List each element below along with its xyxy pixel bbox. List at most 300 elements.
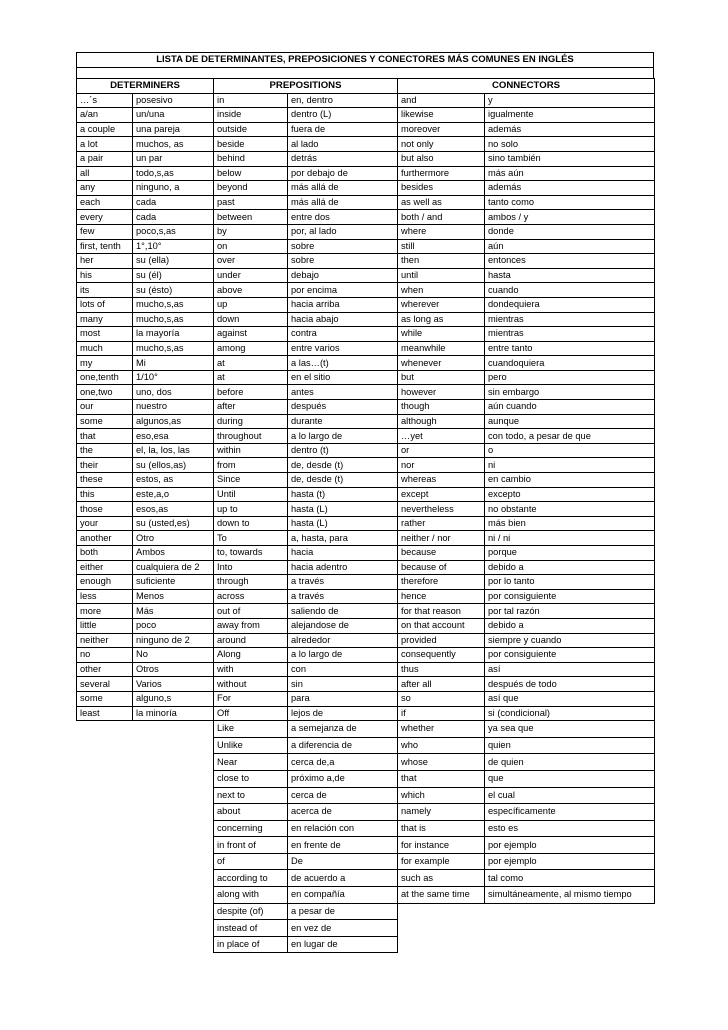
preposition-es-cell: contra (288, 327, 398, 342)
table-row (77, 224, 655, 239)
connector-es-cell: entonces (485, 254, 655, 269)
determiner-en-cell: one,two (77, 385, 133, 400)
table-row (77, 870, 655, 887)
determiner-es-cell: el, la, los, las (133, 443, 214, 458)
preposition-es-cell: a semejanza de (288, 721, 398, 738)
table-row (77, 502, 655, 517)
preposition-es-cell: más allá de (288, 181, 398, 196)
determiner-en-cell: less (77, 589, 133, 604)
table-row (77, 804, 655, 821)
connector-es-cell: aún cuando (485, 400, 655, 415)
preposition-en-cell: above (214, 283, 288, 298)
table-row (77, 254, 655, 269)
table-row (77, 754, 655, 771)
determiner-en-cell: first, tenth (77, 239, 133, 254)
determiner-en-cell (77, 903, 133, 920)
determiner-es-cell: Varios (133, 677, 214, 692)
determiner-es-cell: poco (133, 618, 214, 633)
connector-en-cell: neither / nor (398, 531, 485, 546)
preposition-es-cell: saliendo de (288, 604, 398, 619)
preposition-es-cell: detrás (288, 151, 398, 166)
connector-es-cell: ambos / y (485, 210, 655, 225)
preposition-en-cell: according to (214, 870, 288, 887)
preposition-en-cell: during (214, 414, 288, 429)
preposition-es-cell: en relación con (288, 820, 398, 837)
determiner-es-cell: Otros (133, 662, 214, 677)
preposition-en-cell: across (214, 589, 288, 604)
preposition-en-cell: past (214, 195, 288, 210)
header-prepositions: PREPOSITIONS (214, 79, 398, 94)
preposition-es-cell: en, dentro (288, 93, 398, 108)
connector-es-cell: más aún (485, 166, 655, 181)
preposition-en-cell: along with (214, 887, 288, 904)
preposition-es-cell: hacia arriba (288, 297, 398, 312)
determiner-es-cell (133, 903, 214, 920)
preposition-es-cell: por encima (288, 283, 398, 298)
connector-en-cell: whenever (398, 356, 485, 371)
determiner-es-cell: ninguno, a (133, 181, 214, 196)
preposition-en-cell: in place of (214, 936, 288, 953)
determiner-es-cell: un/una (133, 108, 214, 123)
preposition-en-cell: at (214, 370, 288, 385)
connector-en-cell: still (398, 239, 485, 254)
determiner-es-cell: su (ella) (133, 254, 214, 269)
determiner-en-cell (77, 754, 133, 771)
determiner-en-cell: its (77, 283, 133, 298)
preposition-en-cell: Along (214, 648, 288, 663)
connector-en-cell: provided (398, 633, 485, 648)
table-row (77, 887, 655, 904)
table-row (77, 414, 655, 429)
table-row (77, 443, 655, 458)
connector-es-cell (485, 920, 655, 937)
connector-en-cell: rather (398, 516, 485, 531)
preposition-es-cell: acerca de (288, 804, 398, 821)
table-row (77, 853, 655, 870)
connector-es-cell: dondequiera (485, 297, 655, 312)
preposition-es-cell: con (288, 662, 398, 677)
preposition-es-cell: en frente de (288, 837, 398, 854)
table-row (77, 691, 655, 706)
connector-es-cell: así que (485, 691, 655, 706)
preposition-en-cell: before (214, 385, 288, 400)
table-row (77, 787, 655, 804)
preposition-en-cell: around (214, 633, 288, 648)
determiner-es-cell: su (ésto) (133, 283, 214, 298)
preposition-es-cell: por, al lado (288, 224, 398, 239)
preposition-es-cell: alrededor (288, 633, 398, 648)
determiner-en-cell (77, 721, 133, 738)
determiner-en-cell: these (77, 473, 133, 488)
determiner-en-cell (77, 820, 133, 837)
preposition-es-cell: de acuerdo a (288, 870, 398, 887)
determiner-es-cell: su (ellos,as) (133, 458, 214, 473)
determiner-en-cell: most (77, 327, 133, 342)
determiner-en-cell: a lot (77, 137, 133, 152)
determiner-es-cell (133, 820, 214, 837)
connector-en-cell: and (398, 93, 485, 108)
determiner-en-cell: one,tenth (77, 370, 133, 385)
table-row (77, 400, 655, 415)
determiner-es-cell: su (usted,es) (133, 516, 214, 531)
connector-es-cell: no solo (485, 137, 655, 152)
preposition-en-cell: down to (214, 516, 288, 531)
connector-es-cell: cuando (485, 283, 655, 298)
connector-es-cell: quien (485, 737, 655, 754)
preposition-en-cell: Into (214, 560, 288, 575)
connector-en-cell: but (398, 370, 485, 385)
table-row (77, 677, 655, 692)
connector-en-cell: thus (398, 662, 485, 677)
preposition-en-cell: inside (214, 108, 288, 123)
connector-en-cell: such as (398, 870, 485, 887)
connector-es-cell: el cual (485, 787, 655, 804)
preposition-es-cell: a través (288, 589, 398, 604)
preposition-en-cell: behind (214, 151, 288, 166)
connector-es-cell: después de todo (485, 677, 655, 692)
connector-es-cell: cuandoquiera (485, 356, 655, 371)
preposition-en-cell: throughout (214, 429, 288, 444)
determiner-es-cell (133, 870, 214, 887)
preposition-es-cell: fuera de (288, 122, 398, 137)
determiner-es-cell: 1°,10° (133, 239, 214, 254)
determiner-en-cell: the (77, 443, 133, 458)
vocabulary-table (76, 78, 655, 953)
determiner-en-cell (77, 787, 133, 804)
determiner-en-cell: a pair (77, 151, 133, 166)
preposition-en-cell: Since (214, 473, 288, 488)
connector-en-cell: on that account (398, 618, 485, 633)
preposition-en-cell: beside (214, 137, 288, 152)
connector-en-cell: nor (398, 458, 485, 473)
table-row (77, 122, 655, 137)
determiner-es-cell: Menos (133, 589, 214, 604)
determiner-en-cell: a couple (77, 122, 133, 137)
table-row (77, 648, 655, 663)
table-row (77, 473, 655, 488)
preposition-es-cell: a las…(t) (288, 356, 398, 371)
table-row (77, 604, 655, 619)
connector-en-cell: as well as (398, 195, 485, 210)
determiner-en-cell (77, 770, 133, 787)
connector-es-cell: por lo tanto (485, 575, 655, 590)
connector-es-cell: porque (485, 546, 655, 561)
connector-en-cell: because (398, 546, 485, 561)
determiner-es-cell: eso,esa (133, 429, 214, 444)
table-row (77, 531, 655, 546)
preposition-en-cell: Like (214, 721, 288, 738)
determiner-en-cell (77, 737, 133, 754)
connector-es-cell: tanto como (485, 195, 655, 210)
connector-es-cell: debido a (485, 618, 655, 633)
document-title: LISTA DE DETERMINANTES, PREPOSICIONES Y CONECTORES MÁS COMUNES EN INGLÉS (76, 52, 654, 67)
determiner-es-cell (133, 887, 214, 904)
preposition-en-cell: in (214, 93, 288, 108)
preposition-es-cell: de, desde (t) (288, 458, 398, 473)
determiner-es-cell: la mayoría (133, 327, 214, 342)
connector-en-cell: …yet (398, 429, 485, 444)
determiner-en-cell: all (77, 166, 133, 181)
connector-es-cell: siempre y cuando (485, 633, 655, 648)
table-row (77, 166, 655, 181)
preposition-en-cell: about (214, 804, 288, 821)
determiner-en-cell: a/an (77, 108, 133, 123)
preposition-es-cell: más allá de (288, 195, 398, 210)
preposition-es-cell: a través (288, 575, 398, 590)
determiner-en-cell: that (77, 429, 133, 444)
connector-es-cell: donde (485, 224, 655, 239)
table-row (77, 560, 655, 575)
blank-row (76, 67, 654, 78)
connector-es-cell: además (485, 122, 655, 137)
preposition-es-cell: hacia (288, 546, 398, 561)
determiner-en-cell: their (77, 458, 133, 473)
table-row (77, 210, 655, 225)
connector-es-cell: aunque (485, 414, 655, 429)
determiner-en-cell (77, 870, 133, 887)
determiner-es-cell: poco,s,as (133, 224, 214, 239)
determiner-es-cell: mucho,s,as (133, 341, 214, 356)
connector-es-cell: mientras (485, 312, 655, 327)
preposition-en-cell: close to (214, 770, 288, 787)
table-row (77, 487, 655, 502)
determiner-en-cell: several (77, 677, 133, 692)
determiner-en-cell: few (77, 224, 133, 239)
determiner-en-cell (77, 853, 133, 870)
table-row (77, 429, 655, 444)
connector-en-cell: consequently (398, 648, 485, 663)
determiner-en-cell: some (77, 414, 133, 429)
table-row (77, 903, 655, 920)
determiner-en-cell: least (77, 706, 133, 721)
connector-es-cell: ya sea que (485, 721, 655, 738)
determiner-es-cell: mucho,s,as (133, 312, 214, 327)
preposition-en-cell: over (214, 254, 288, 269)
connector-en-cell: furthermore (398, 166, 485, 181)
preposition-en-cell: instead of (214, 920, 288, 937)
determiner-es-cell: mucho,s,as (133, 297, 214, 312)
connector-es-cell: específicamente (485, 804, 655, 821)
determiner-en-cell: many (77, 312, 133, 327)
connector-en-cell: for instance (398, 837, 485, 854)
table-row (77, 327, 655, 342)
determiner-en-cell: either (77, 560, 133, 575)
table-row (77, 936, 655, 953)
determiner-es-cell (133, 936, 214, 953)
connector-es-cell: entre tanto (485, 341, 655, 356)
connector-en-cell (398, 903, 485, 920)
table-row (77, 297, 655, 312)
determiner-en-cell: this (77, 487, 133, 502)
table-row (77, 706, 655, 721)
connector-es-cell: excepto (485, 487, 655, 502)
determiner-es-cell: un par (133, 151, 214, 166)
determiner-en-cell (77, 887, 133, 904)
determiner-es-cell: posesivo (133, 93, 214, 108)
preposition-en-cell: without (214, 677, 288, 692)
preposition-es-cell: cerca de (288, 787, 398, 804)
preposition-en-cell: away from (214, 618, 288, 633)
connector-es-cell: debido a (485, 560, 655, 575)
preposition-en-cell: For (214, 691, 288, 706)
preposition-en-cell: concerning (214, 820, 288, 837)
determiner-en-cell: …´s (77, 93, 133, 108)
connector-en-cell: if (398, 706, 485, 721)
determiner-es-cell (133, 853, 214, 870)
determiner-es-cell (133, 920, 214, 937)
preposition-es-cell: sin (288, 677, 398, 692)
determiner-en-cell: other (77, 662, 133, 677)
determiner-es-cell (133, 737, 214, 754)
table-row (77, 589, 655, 604)
connector-en-cell: therefore (398, 575, 485, 590)
connector-es-cell: hasta (485, 268, 655, 283)
determiner-en-cell: our (77, 400, 133, 415)
connector-en-cell: or (398, 443, 485, 458)
connector-en-cell: while (398, 327, 485, 342)
determiner-en-cell: some (77, 691, 133, 706)
table-row (77, 195, 655, 210)
connector-es-cell: pero (485, 370, 655, 385)
determiner-en-cell: every (77, 210, 133, 225)
determiner-en-cell: my (77, 356, 133, 371)
connector-en-cell: wherever (398, 297, 485, 312)
table-row (77, 181, 655, 196)
connector-en-cell: at the same time (398, 887, 485, 904)
preposition-es-cell: por debajo de (288, 166, 398, 181)
table-row (77, 770, 655, 787)
determiner-en-cell: your (77, 516, 133, 531)
table-row (77, 268, 655, 283)
preposition-es-cell: hacia abajo (288, 312, 398, 327)
connector-es-cell: o (485, 443, 655, 458)
preposition-es-cell: durante (288, 414, 398, 429)
determiner-es-cell: muchos, as (133, 137, 214, 152)
connector-en-cell: namely (398, 804, 485, 821)
table-row (77, 618, 655, 633)
table-row (77, 575, 655, 590)
determiner-es-cell: Más (133, 604, 214, 619)
table-row (77, 356, 655, 371)
preposition-es-cell: sobre (288, 239, 398, 254)
table-row (77, 151, 655, 166)
preposition-en-cell: within (214, 443, 288, 458)
preposition-es-cell: debajo (288, 268, 398, 283)
determiner-es-cell (133, 754, 214, 771)
determiner-en-cell (77, 936, 133, 953)
preposition-en-cell: up to (214, 502, 288, 517)
preposition-en-cell: to, towards (214, 546, 288, 561)
connector-en-cell: that is (398, 820, 485, 837)
determiner-en-cell: her (77, 254, 133, 269)
connector-en-cell: except (398, 487, 485, 502)
preposition-es-cell: al lado (288, 137, 398, 152)
preposition-es-cell: hacia adentro (288, 560, 398, 575)
table-row (77, 341, 655, 356)
preposition-en-cell: on (214, 239, 288, 254)
connector-es-cell (485, 936, 655, 953)
preposition-en-cell: of (214, 853, 288, 870)
table-row (77, 721, 655, 738)
preposition-en-cell: beyond (214, 181, 288, 196)
table-row (77, 312, 655, 327)
connector-es-cell: por consiguiente (485, 589, 655, 604)
connector-es-cell (485, 903, 655, 920)
determiner-es-cell: una pareja (133, 122, 214, 137)
determiner-es-cell: Ambos (133, 546, 214, 561)
connector-es-cell: esto es (485, 820, 655, 837)
connector-es-cell: tal como (485, 870, 655, 887)
preposition-es-cell: De (288, 853, 398, 870)
connector-es-cell: ni (485, 458, 655, 473)
determiner-es-cell: algunos,as (133, 414, 214, 429)
connector-en-cell: which (398, 787, 485, 804)
header-row (77, 79, 655, 94)
header-determiners: DETERMINERS (77, 79, 214, 94)
preposition-en-cell: through (214, 575, 288, 590)
preposition-en-cell: among (214, 341, 288, 356)
connector-en-cell: likewise (398, 108, 485, 123)
preposition-en-cell: up (214, 297, 288, 312)
preposition-en-cell: Unlike (214, 737, 288, 754)
connector-en-cell (398, 936, 485, 953)
preposition-en-cell: To (214, 531, 288, 546)
table-row (77, 662, 655, 677)
preposition-en-cell: under (214, 268, 288, 283)
determiner-en-cell: another (77, 531, 133, 546)
table-row (77, 108, 655, 123)
preposition-en-cell: by (214, 224, 288, 239)
preposition-en-cell: from (214, 458, 288, 473)
preposition-es-cell: hasta (L) (288, 502, 398, 517)
preposition-es-cell: dentro (L) (288, 108, 398, 123)
table-row (77, 516, 655, 531)
connector-en-cell: whether (398, 721, 485, 738)
connector-en-cell: both / and (398, 210, 485, 225)
preposition-es-cell: después (288, 400, 398, 415)
determiner-en-cell: no (77, 648, 133, 663)
preposition-es-cell: a lo largo de (288, 429, 398, 444)
connector-es-cell: por consiguiente (485, 648, 655, 663)
preposition-en-cell: with (214, 662, 288, 677)
determiner-en-cell (77, 920, 133, 937)
connector-es-cell: y (485, 93, 655, 108)
connector-en-cell: for that reason (398, 604, 485, 619)
determiner-es-cell: Mi (133, 356, 214, 371)
connector-en-cell: until (398, 268, 485, 283)
preposition-es-cell: en lugar de (288, 936, 398, 953)
connector-es-cell: más bien (485, 516, 655, 531)
connector-es-cell: si (condicional) (485, 706, 655, 721)
connector-en-cell: however (398, 385, 485, 400)
preposition-es-cell: hasta (L) (288, 516, 398, 531)
connector-es-cell: ni / ni (485, 531, 655, 546)
connector-es-cell: por tal razón (485, 604, 655, 619)
connector-es-cell: simultáneamente, al mismo tiempo (485, 887, 655, 904)
preposition-es-cell: para (288, 691, 398, 706)
determiner-en-cell: more (77, 604, 133, 619)
preposition-en-cell: Until (214, 487, 288, 502)
connector-en-cell: meanwhile (398, 341, 485, 356)
determiner-es-cell: todo,s,as (133, 166, 214, 181)
preposition-en-cell: Near (214, 754, 288, 771)
connector-en-cell: where (398, 224, 485, 239)
preposition-en-cell: in front of (214, 837, 288, 854)
connector-es-cell: de quien (485, 754, 655, 771)
connector-es-cell: mientras (485, 327, 655, 342)
preposition-es-cell: de, desde (t) (288, 473, 398, 488)
determiner-en-cell: lots of (77, 297, 133, 312)
